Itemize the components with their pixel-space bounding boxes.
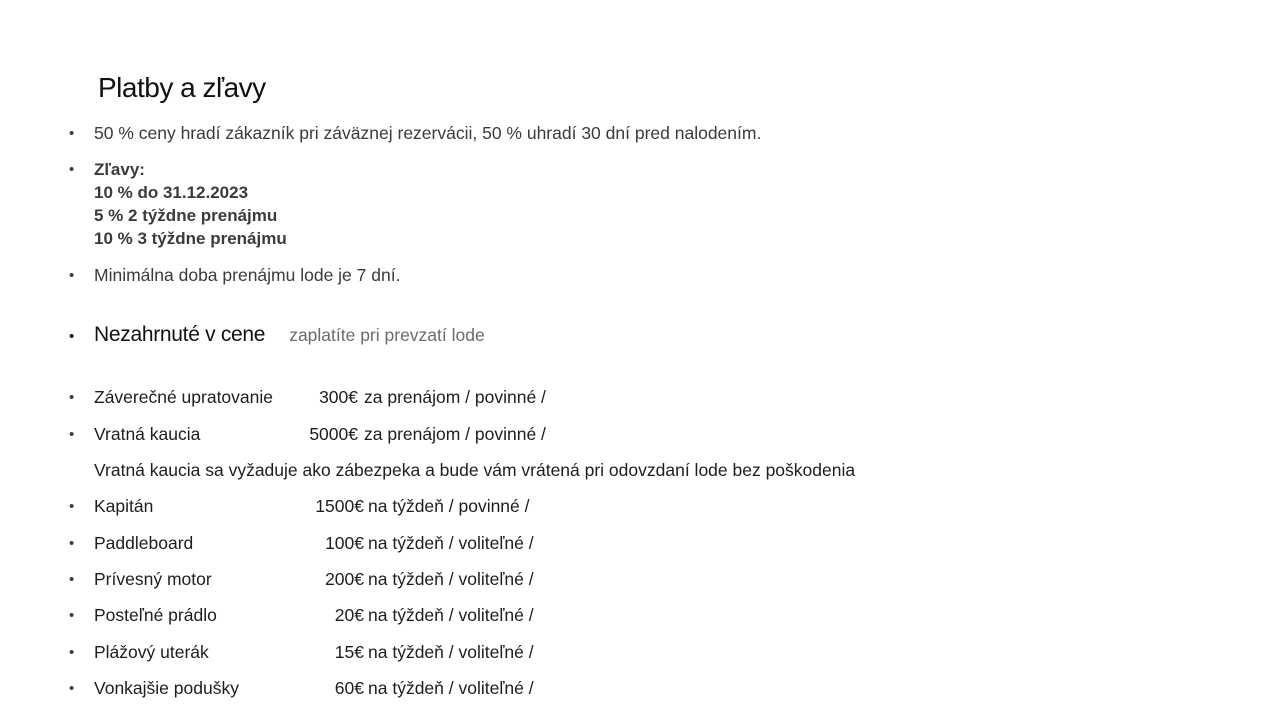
bullet-icon: • [69, 328, 75, 345]
fee-name: Posteľné prádlo [94, 605, 217, 625]
bullet-icon: • [69, 680, 75, 697]
fee-name: Kapitán [94, 496, 154, 516]
not-included-subtitle: zaplatíte pri prevzatí lode [289, 325, 485, 345]
discounts-block [94, 158, 287, 250]
fee-name: Záverečné upratovanie [94, 387, 273, 407]
fee-amount: 15€ [334, 642, 364, 662]
slide-title: Platby a zľavy [98, 72, 266, 103]
fee-name: Vonkajšie podušky [94, 678, 239, 698]
bullet-icon: • [69, 644, 75, 661]
discount-line: 5 % 2 týždne prenájmu [94, 206, 278, 225]
fee-amount: 200€ [325, 569, 364, 589]
minimum-rental-note: Minimálna doba prenájmu lode je 7 dní. [94, 265, 401, 285]
fee-terms: na týždeň / voliteľné / [368, 533, 534, 553]
discount-line: 10 % 3 týždne prenájmu [94, 229, 287, 248]
payment-note: 50 % ceny hradí zákazník pri záväznej rezervácii, 50 % uhradí 30 dní pred nalodením. [94, 123, 762, 143]
weekly-fee-row [94, 641, 694, 664]
fee-amount: 60€ [334, 678, 364, 698]
bullet-icon: • [69, 389, 75, 406]
fee-amount: 100€ [325, 533, 364, 553]
weekly-fee-row [94, 604, 694, 627]
discount-line: 10 % do 31.12.2023 [94, 183, 249, 202]
deposit-note: Vratná kaucia sa vyžaduje ako zábezpeka a bude vám vrátená pri odovzdaní lode bez poškodenia [94, 460, 856, 480]
fee-terms: na týždeň / povinné / [368, 496, 530, 516]
fee-terms: za prenájom / povinné / [364, 387, 546, 407]
fee-amount: 300€ [319, 387, 358, 407]
fee-terms: za prenájom / povinné / [364, 424, 546, 444]
bullet-icon: • [69, 267, 75, 284]
fee-name: Paddleboard [94, 533, 194, 553]
bullet-icon: • [69, 125, 75, 142]
not-included-section [94, 323, 485, 347]
not-included-heading: Nezahrnuté v cene [94, 323, 266, 346]
fee-amount: 5000€ [309, 424, 358, 444]
fee-terms: na týždeň / voliteľné / [368, 642, 534, 662]
fee-row [94, 423, 694, 446]
bullet-icon: • [69, 498, 75, 515]
weekly-fee-row [94, 532, 694, 555]
bullet-icon: • [69, 161, 75, 178]
weekly-fee-row [94, 495, 694, 518]
bullet-icon: • [69, 535, 75, 552]
discounts-heading: Zľavy: [94, 160, 145, 179]
fee-name: Vratná kaucia [94, 424, 201, 444]
weekly-fee-row [94, 677, 694, 700]
weekly-fee-row [94, 568, 694, 591]
bullet-icon: • [69, 426, 75, 443]
fee-terms: na týždeň / voliteľné / [368, 605, 534, 625]
fee-name: Prívesný motor [94, 569, 212, 589]
fee-row [94, 386, 694, 409]
fee-terms: na týždeň / voliteľné / [368, 569, 534, 589]
bullet-icon: • [69, 607, 75, 624]
fee-amount: 20€ [334, 605, 364, 625]
fee-terms: na týždeň / voliteľné / [368, 678, 534, 698]
fee-name: Plážový uterák [94, 642, 209, 662]
bullet-icon: • [69, 571, 75, 588]
fee-amount: 1500€ [315, 496, 364, 516]
